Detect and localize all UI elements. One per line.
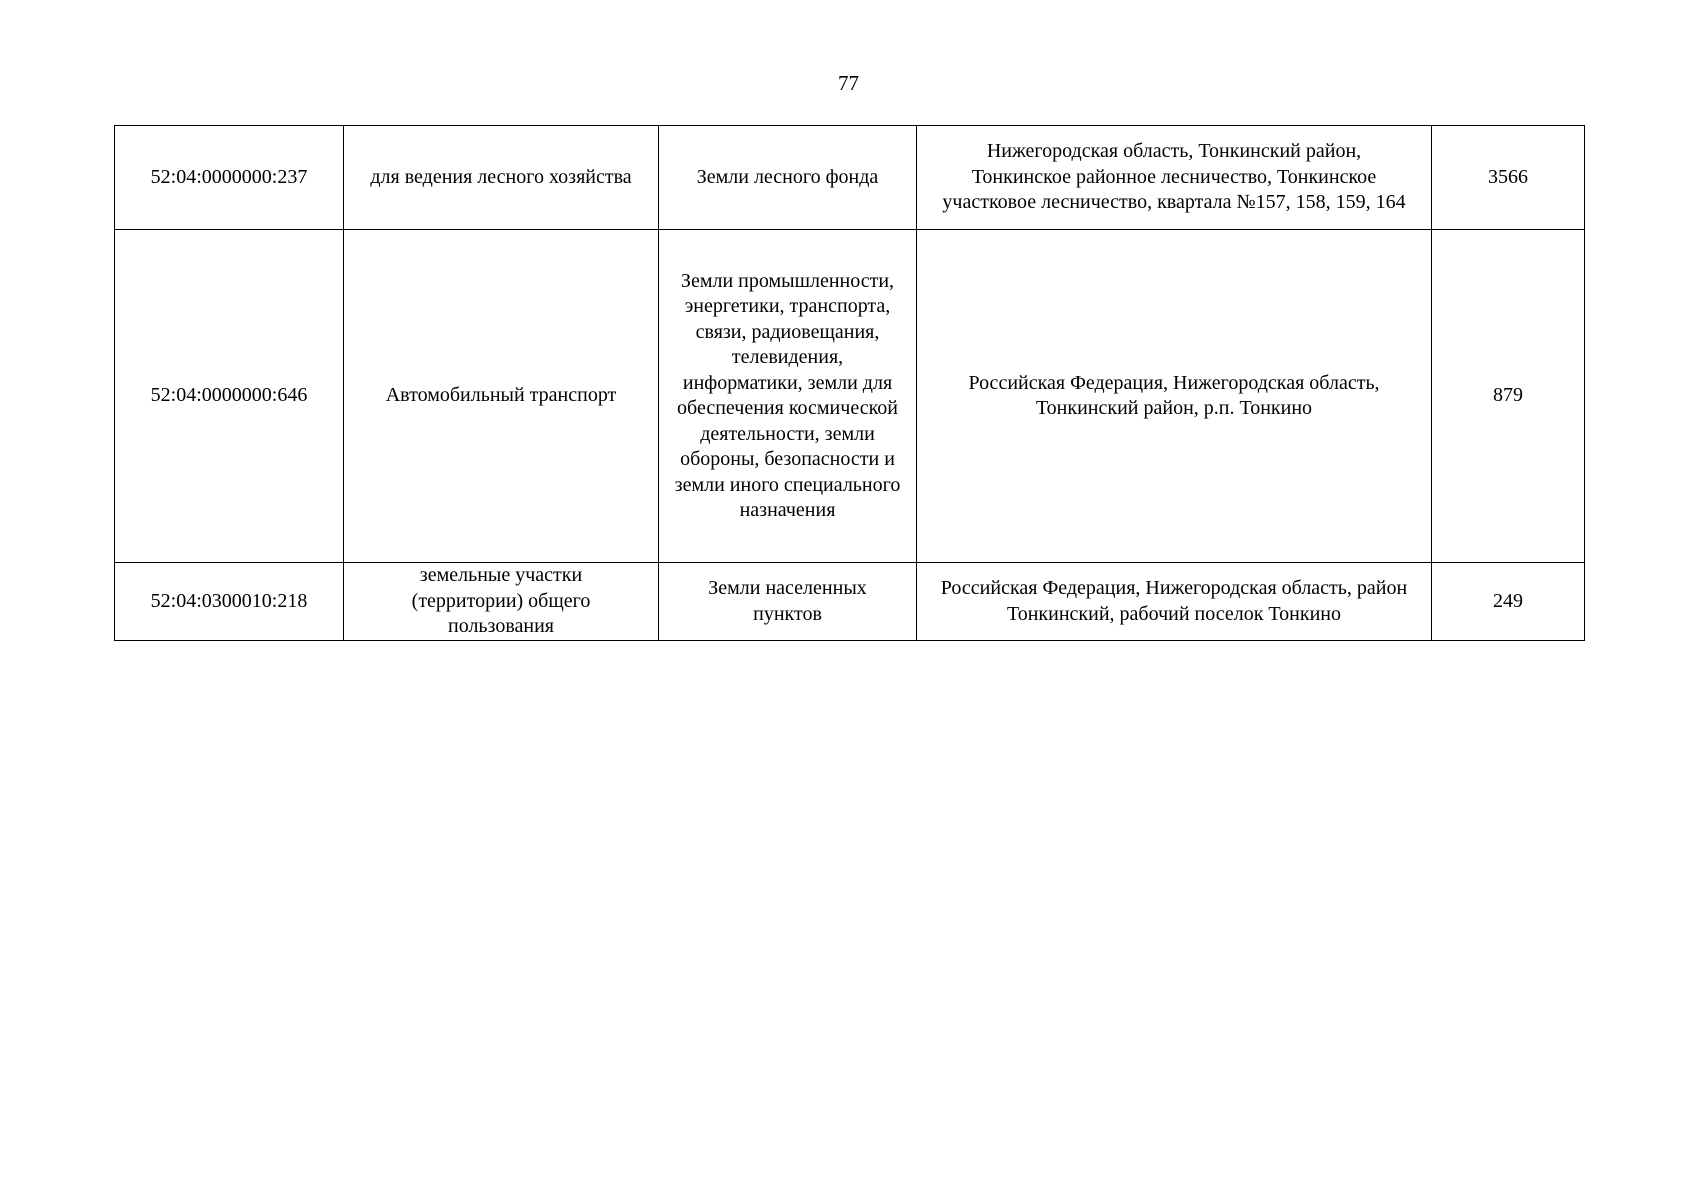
table-row (115, 563, 1585, 641)
area-cell: 249 (1432, 563, 1585, 641)
cadastral-number-cell: 52:04:0000000:646 (115, 230, 344, 563)
location-cell: Российская Федерация, Нижегородская область, район Тонкинский, рабочий поселок Тонкино (917, 563, 1432, 641)
permitted-use-cell: земельные участки (территории) общего пользования (344, 563, 659, 641)
location-cell: Нижегородская область, Тонкинский район, Тонкинское районное лесничество, Тонкинское участковое лесничество, квартала №157, 158, 159, 164 (917, 126, 1432, 230)
table-row (115, 126, 1585, 230)
page-number: 77 (838, 71, 859, 95)
location-cell: Российская Федерация, Нижегородская область, Тонкинский район, р.п. Тонкино (917, 230, 1432, 563)
land-parcels-table (114, 125, 1585, 641)
cadastral-number-cell: 52:04:0000000:237 (115, 126, 344, 230)
land-category-cell: Земли населенных пунктов (659, 563, 917, 641)
land-category-cell: Земли лесного фонда (659, 126, 917, 230)
area-cell: 879 (1432, 230, 1585, 563)
table-row (115, 230, 1585, 563)
land-category-cell: Земли промышленности, энергетики, транспорта, связи, радиовещания, телевидения, информатики, земли для обеспечения космической деятельности, земли обороны, безопасности и земли иного специального назначения (659, 230, 917, 563)
permitted-use-cell: для ведения лесного хозяйства (344, 126, 659, 230)
permitted-use-cell: Автомобильный транспорт (344, 230, 659, 563)
area-cell: 3566 (1432, 126, 1585, 230)
cadastral-number-cell: 52:04:0300010:218 (115, 563, 344, 641)
